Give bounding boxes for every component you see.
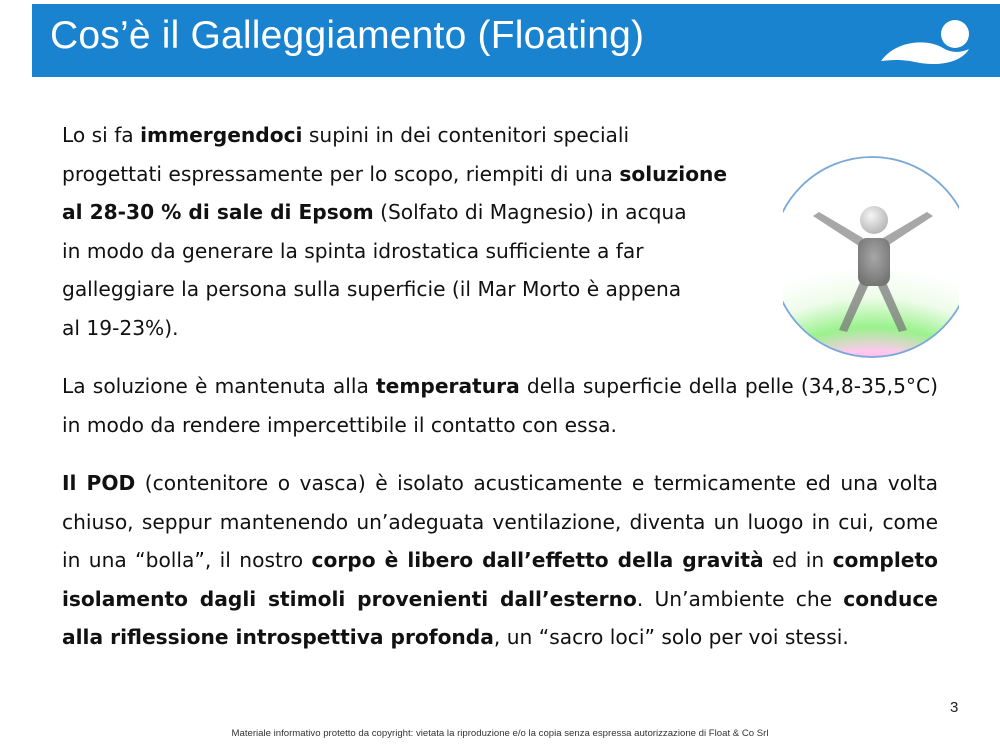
text-segment: (Solfato di Magnesio) in acqua: [373, 200, 687, 225]
text-segment: della superficie della pelle (34,8-35,5°C) in modo da rendere impercettibile il contatto con essa.: [62, 374, 939, 437]
bold-segment: corpo è libero dall’effetto della gravità: [311, 548, 764, 573]
text-segment: , un “sacro loci” solo per voi stessi.: [493, 625, 849, 650]
intro-line-6: al 19-23%).: [62, 315, 179, 340]
text-segment: Lo si fa: [62, 123, 141, 147]
text-segment: ed in: [763, 548, 833, 573]
copyright-footer: Materiale informativo protetto da copyright: vietata la riproduzione e/o la copia senza espressa autorizzazione di Float & Co Srl: [231, 728, 769, 739]
bold-segment: completo isolamento dagli stimoli provenienti dall’esterno: [62, 548, 939, 611]
text-segment: progettati espressamente per lo scopo, riempiti di una: [62, 161, 620, 186]
text-segment: La soluzione è mantenuta alla: [62, 374, 377, 398]
bold-segment: al 28-30 % di sale di Epsom: [62, 200, 374, 225]
intro-line-2: [62, 155, 812, 194]
intro-line-5: galleggiare la persona sulla superficie (il Mar Morto è appena: [62, 277, 682, 302]
pod-paragraph: [62, 464, 938, 657]
page-title: Cos’è il Galleggiamento (Floating): [50, 14, 645, 57]
intro-paragraph: [62, 116, 812, 348]
intro-line-3: [62, 193, 812, 232]
float-logo-icon: [879, 17, 973, 69]
bold-segment: soluzione: [619, 161, 728, 186]
bold-segment: temperatura: [376, 374, 520, 398]
intro-line-4: in modo da generare la spinta idrostatica sufficiente a far: [62, 238, 644, 263]
floating-person-bubble-icon: [783, 150, 959, 358]
intro-line-1: [62, 116, 812, 155]
title-bar: [32, 4, 1000, 77]
bold-segment: immergendoci: [140, 123, 303, 147]
bold-segment: Il POD: [62, 471, 136, 495]
page-number: 3: [950, 699, 959, 716]
text-segment: supini in dei contenitori speciali: [302, 123, 630, 147]
text-segment: . Un’ambiente che: [636, 586, 844, 611]
temperature-paragraph: [62, 367, 938, 444]
bold-segment: conduce alla riflessione introspettiva profonda: [62, 586, 938, 650]
text-segment: (contenitore o vasca) è isolato acusticamente e termicamente ed una volta chiuso, seppur mantenendo un’adeguata ventilazione, diventa un luogo in cui, come in una “bolla”, il nostro: [62, 471, 938, 573]
